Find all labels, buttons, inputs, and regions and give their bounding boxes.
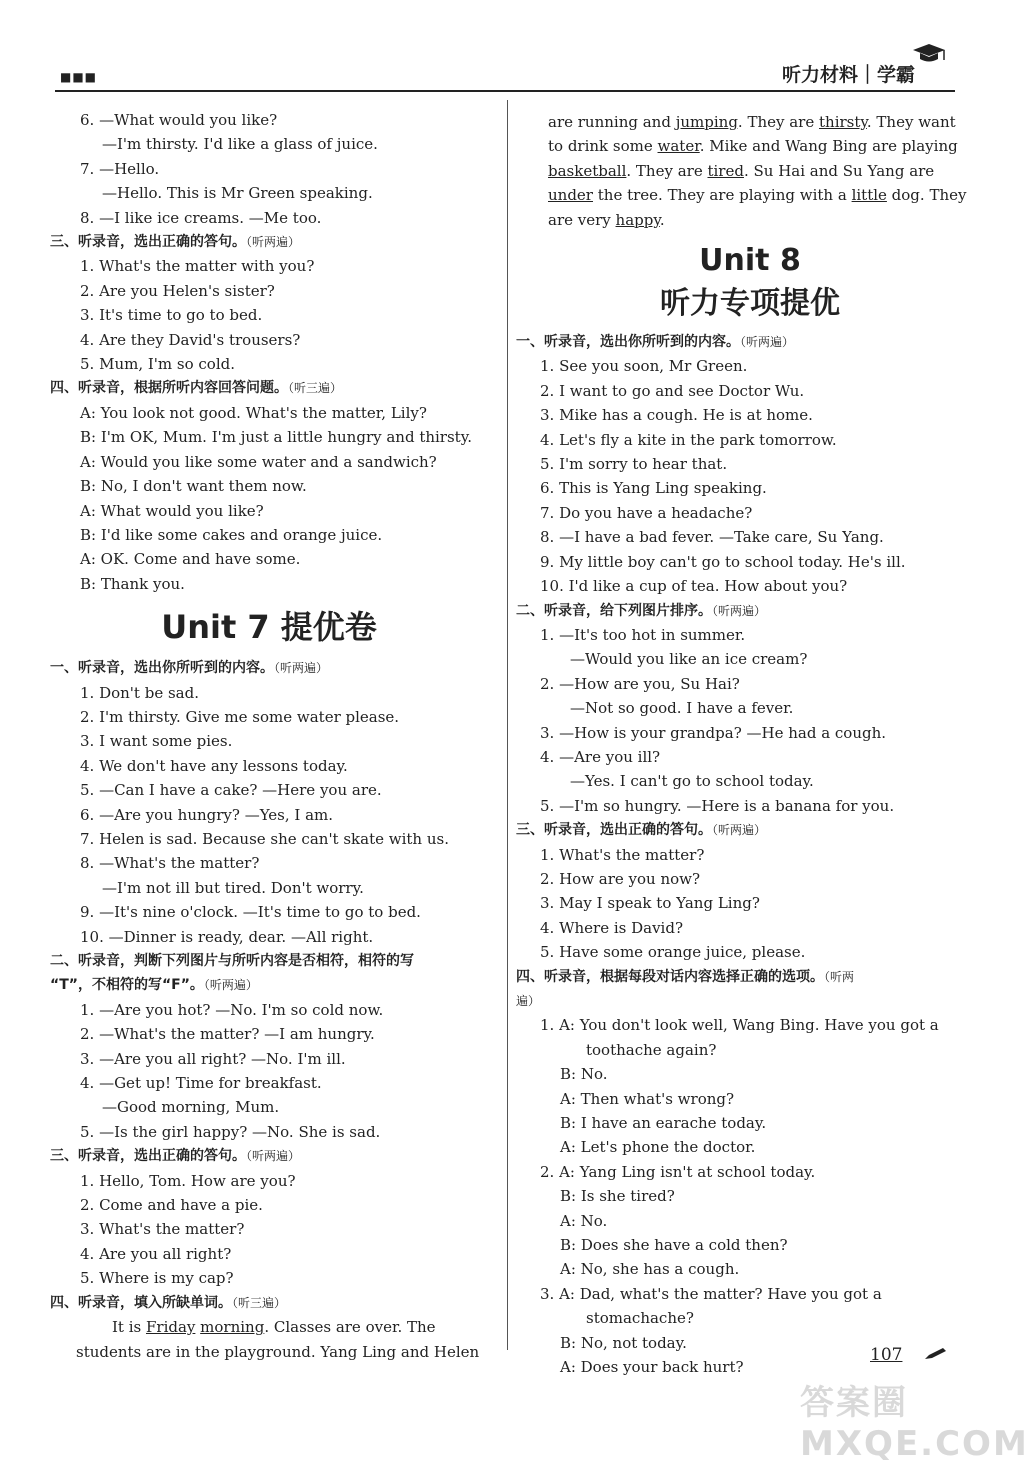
section-heading <box>50 1144 488 1168</box>
text-line: 1. Don't be sad. <box>80 683 199 702</box>
watermark: 答案圈 MXQE.COM <box>800 1383 1029 1464</box>
text-line: 5. —I'm so hungry. —Here is a banana for you. <box>540 796 895 815</box>
section-heading <box>50 230 488 254</box>
text-line: —Good morning, Mum. <box>102 1098 280 1117</box>
section-heading <box>516 965 960 989</box>
para-text: are running and <box>548 113 676 131</box>
text-line: 10. I'd like a cup of tea. How about you? <box>540 577 848 596</box>
text-line: 3. What's the matter? <box>80 1220 245 1239</box>
text-line: B: No, not today. <box>560 1333 687 1352</box>
text-line: 9. My little boy can't go to school today. He's ill. <box>540 552 906 571</box>
text-line: 1. A: You don't look well, Wang Bing. Have you got a <box>540 1016 939 1035</box>
text-line: A: Does your back hurt? <box>560 1358 744 1377</box>
text-line: —Would you like an ice cream? <box>570 650 808 669</box>
text-line: 4. —Get up! Time for breakfast. <box>80 1074 322 1093</box>
text-line: 5. —Is the girl happy? —No. She is sad. <box>80 1122 381 1141</box>
para-text: the tree. They are playing with a <box>592 186 852 205</box>
text-line: 4. Are you all right? <box>80 1244 232 1263</box>
cloze-line <box>540 208 960 232</box>
text-line: 7. —Hello. <box>80 159 160 178</box>
text-line: 2. I'm thirsty. Give me some water please. <box>80 707 400 726</box>
text-line: B: I'd like some cakes and orange juice. <box>80 525 383 544</box>
page-number: 107 <box>870 1345 903 1365</box>
graduation-cap-icon <box>911 42 947 64</box>
text-line: 5. I'm sorry to hear that. <box>540 455 728 474</box>
text-line: B: I have an earache today. <box>560 1114 767 1133</box>
text-line: 1. What's the matter with you? <box>80 257 315 276</box>
text-line: 2. How are you now? <box>540 869 701 888</box>
para-text: . They are <box>737 113 820 131</box>
para-text: . Su Hai and Su Yang are <box>743 161 935 180</box>
text-line: 6. —What would you like? <box>80 111 278 129</box>
text-line: 7. Helen is sad. Because she can't skate with us. <box>80 829 449 848</box>
filled-word: little <box>851 186 887 205</box>
para-text: . Mike and Wang Bing are playing <box>699 137 958 156</box>
text-line: A: Then what's wrong? <box>560 1089 735 1108</box>
heading-text: 四、听录音，根据每段对话内容选择正确的选项。 <box>516 968 824 985</box>
text-line: B: No. <box>560 1065 608 1084</box>
text-line: B: Is she tired? <box>560 1187 675 1206</box>
unit-8-subtitle: 听力专项提优 <box>660 286 840 322</box>
text-line: 2. I want to go and see Doctor Wu. <box>540 381 805 400</box>
text-line: 5. —Can I have a cake? —Here you are. <box>80 781 382 800</box>
section-heading <box>50 376 488 400</box>
heading-note: （听两遍） <box>246 235 301 250</box>
text-line: 3. May I speak to Yang Ling? <box>540 894 760 913</box>
heading-text: 四、听录音，填入所缺单词。 <box>50 1294 232 1311</box>
section-heading <box>516 599 960 623</box>
text-line: 5. Where is my cap? <box>80 1269 234 1288</box>
text-line: 1. —It's too hot in summer. <box>540 625 746 644</box>
section-heading: 二、听录音，判断下列图片与所听内容是否相符，相符的写 <box>50 953 414 969</box>
text-line: 4. We don't have any lessons today. <box>80 756 348 775</box>
text-line: B: Does she have a cold then? <box>560 1236 788 1255</box>
cloze-paragraph-line: students are in the playground. Yang Ling and Helen <box>76 1342 480 1361</box>
text-line: 1. —Are you hot? —No. I'm so cold now. <box>80 1000 384 1019</box>
pen-icon <box>925 1348 947 1360</box>
heading-note: （听两 <box>824 969 855 984</box>
text-line: 1. What's the matter? <box>540 845 705 864</box>
heading-note: （听两遍） <box>246 1149 301 1164</box>
text-line: —Yes. I can't go to school today. <box>570 772 814 791</box>
cloze-line <box>540 159 960 183</box>
para-text: . Classes are over. The <box>264 1318 436 1337</box>
text-line: A: OK. Come and have some. <box>80 550 301 569</box>
text-line: 4. —Are you ill? <box>540 747 661 766</box>
text-line: 3. —Are you all right? —No. I'm ill. <box>80 1049 346 1068</box>
section-heading <box>50 1291 488 1315</box>
text-line: 3. A: Dad, what's the matter? Have you got a <box>540 1284 882 1303</box>
para-text: are very <box>548 210 616 229</box>
heading-text: “T”，不相符的写“F”。 <box>50 977 204 994</box>
heading-note: （听三遍） <box>232 1295 287 1310</box>
para-text: . They want <box>866 113 956 131</box>
heading-note: 遍） <box>516 994 541 1008</box>
text-line: 2. —What's the matter? —I am hungry. <box>80 1025 375 1044</box>
text-line: A: No. <box>560 1211 608 1230</box>
text-line: B: Thank you. <box>80 574 185 593</box>
text-line: 6. —Are you hungry? —Yes, I am. <box>80 805 334 824</box>
text-line: 9. —It's nine o'clock. —It's time to go to bed. <box>80 903 421 922</box>
header-squares: ■■■ <box>60 70 98 84</box>
text-line: A: You look not good. What's the matter, Lily? <box>80 403 427 422</box>
text-line: A: No, she has a cough. <box>560 1260 740 1279</box>
heading-text: 四、听录音，根据所听内容回答问题。 <box>50 380 288 397</box>
text-line: 2. Are you Helen's sister? <box>80 281 275 300</box>
heading-text: 一、听录音，选出你所听到的内容。 <box>50 660 274 677</box>
filled-word: Friday <box>145 1318 196 1337</box>
section-heading <box>50 656 488 680</box>
section-heading-cont <box>50 973 488 997</box>
text-line: 3. I want some pies. <box>80 732 233 751</box>
text-line: A: Let's phone the doctor. <box>560 1138 756 1157</box>
right-column <box>516 110 967 1380</box>
text-line: 4. Are they David's trousers? <box>80 330 301 349</box>
text-line: A: Would you like some water and a sandwich? <box>80 452 437 471</box>
text-line: A: What would you like? <box>80 501 264 520</box>
text-line: 4. Where is David? <box>540 918 683 937</box>
text-line: 5. Have some orange juice, please. <box>540 943 806 962</box>
page-header <box>55 60 955 92</box>
text-line: 5. Mum, I'm so cold. <box>80 355 235 374</box>
heading-note: （听两遍） <box>740 335 795 350</box>
section-heading <box>516 818 960 842</box>
text-line: 2. Come and have a pie. <box>80 1196 263 1215</box>
text-line: 8. —I like ice creams. —Me too. <box>80 208 322 227</box>
text-line: 10. —Dinner is ready, dear. —All right. <box>80 927 374 946</box>
text-line: B: I'm OK, Mum. I'm just a little hungry and thirsty. <box>80 428 472 447</box>
text-line: —I'm thirsty. I'd like a glass of juice. <box>102 135 378 154</box>
cloze-line <box>540 183 967 207</box>
heading-note: （听两遍） <box>712 603 767 618</box>
text-line: 3. Mike has a cough. He is at home. <box>540 406 813 425</box>
text-line: 1. Hello, Tom. How are you? <box>80 1171 296 1190</box>
heading-note: （听两遍） <box>274 661 329 676</box>
unit-7-title: Unit 7 提优卷 <box>161 608 377 647</box>
text-line: 4. Let's fly a kite in the park tomorrow. <box>540 430 837 449</box>
section-heading-cont <box>516 989 960 1013</box>
heading-text: 三、听录音，选出正确的答句。 <box>50 1148 246 1165</box>
filled-word: morning <box>200 1318 265 1337</box>
text-line: 8. —What's the matter? <box>80 854 260 873</box>
left-column <box>50 108 488 1364</box>
text-line: 2. —How are you, Su Hai? <box>540 674 740 693</box>
text-line: 3. It's time to go to bed. <box>80 306 263 325</box>
text-line: toothache again? <box>586 1040 717 1059</box>
filled-word: basketball <box>548 161 627 180</box>
heading-note: （听三遍） <box>288 381 343 396</box>
filled-word: under <box>548 186 593 205</box>
heading-text: 二、听录音，给下列图片排序。 <box>516 602 712 619</box>
text-line: —I'm not ill but tired. Don't worry. <box>102 878 364 897</box>
text-line: —Hello. This is Mr Green speaking. <box>102 184 373 203</box>
heading-text: 三、听录音，选出正确的答句。 <box>50 234 246 251</box>
heading-text: 一、听录音，选出你所听到的内容。 <box>516 334 740 351</box>
filled-word: water <box>657 137 700 156</box>
para-text: It is <box>112 1318 146 1337</box>
para-text: . They are <box>626 161 708 180</box>
text-line: 2. A: Yang Ling isn't at school today. <box>540 1162 816 1181</box>
section-heading <box>516 330 960 354</box>
para-text: to drink some <box>548 137 658 156</box>
text-line: 3. —How is your grandpa? —He had a cough. <box>540 723 887 742</box>
filled-word: jumping <box>675 113 738 131</box>
heading-note: （听两遍） <box>712 823 767 838</box>
text-line: 6. This is Yang Ling speaking. <box>540 479 767 498</box>
filled-word: tired <box>707 161 744 180</box>
filled-word: thirsty <box>819 113 867 131</box>
text-line: 1. See you soon, Mr Green. <box>540 357 748 376</box>
heading-note: （听两遍） <box>203 978 258 993</box>
text-line: stomachache? <box>586 1309 694 1328</box>
cloze-paragraph <box>50 1315 488 1339</box>
cloze-line <box>540 134 960 158</box>
text-line: —Not so good. I have a fever. <box>570 699 794 718</box>
filled-word: happy <box>615 210 660 229</box>
para-text: . <box>659 210 665 229</box>
text-line: B: No, I don't want them now. <box>80 477 307 496</box>
heading-text: 三、听录音，选出正确的答句。 <box>516 822 712 839</box>
unit-8-title: Unit 8 <box>699 243 801 279</box>
text-line: 7. Do you have a headache? <box>540 503 753 522</box>
column-divider <box>507 100 508 1350</box>
para-text: dog. They <box>886 186 967 205</box>
cloze-line <box>540 110 960 134</box>
text-line: 8. —I have a bad fever. —Take care, Su Yang. <box>540 528 884 547</box>
header-title: 听力材料｜学霸 <box>781 64 915 86</box>
